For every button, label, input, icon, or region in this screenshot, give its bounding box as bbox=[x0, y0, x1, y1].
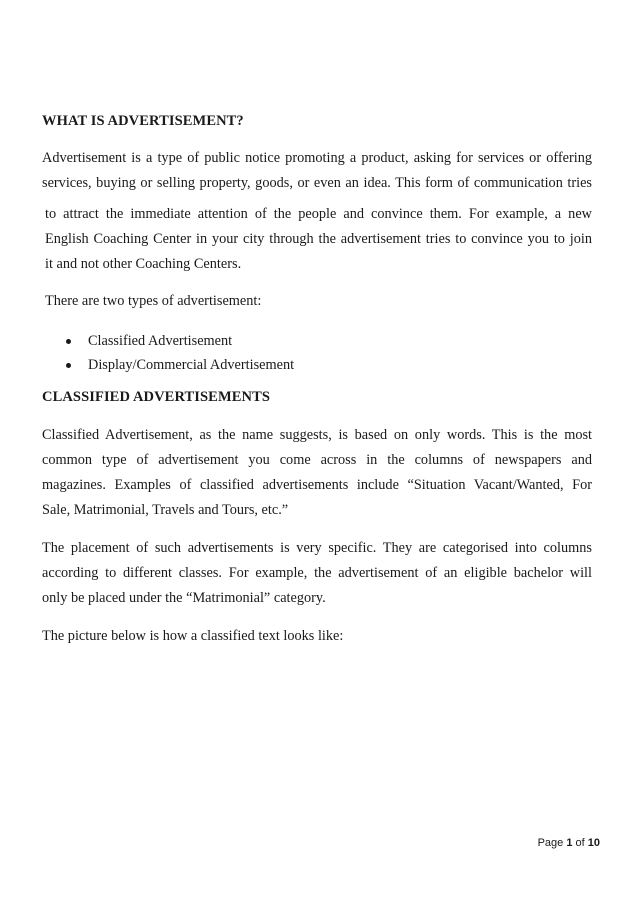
types-intro: There are two types of advertisement: bbox=[45, 293, 262, 309]
body-line: Advertisement is a type of public notice promoting a product, asking for services or offering bbox=[42, 150, 592, 166]
heading-classified-advertisements: CLASSIFIED ADVERTISEMENTS bbox=[42, 389, 271, 405]
body-line: it and not other Coaching Centers. bbox=[45, 256, 242, 272]
body-line: The placement of such advertisements is very specific. They are categorised into columns bbox=[42, 540, 592, 556]
body-line: Sale, Matrimonial, Travels and Tours, etc.” bbox=[42, 502, 289, 518]
body-line: to attract the immediate attention of the people and convince them. For example, a new bbox=[45, 206, 592, 222]
body-line: The picture below is how a classified text looks like: bbox=[42, 628, 344, 644]
body-line: services, buying or selling property, goods, or even an idea. This form of communication tries bbox=[42, 175, 592, 191]
page-number-footer: Page 1 of 10 bbox=[537, 837, 600, 849]
heading-what-is-advertisement: WHAT IS ADVERTISEMENT? bbox=[42, 113, 244, 129]
body-line: Classified Advertisement, as the name suggests, is based on only words. This is the most bbox=[42, 427, 592, 443]
advertisement-types-list bbox=[62, 329, 294, 377]
body-line: only be placed under the “Matrimonial” category. bbox=[42, 590, 326, 606]
body-line: common type of advertisement you come across in the columns of newspapers and bbox=[42, 452, 592, 468]
body-line: English Coaching Center in your city through the advertisement tries to convince you to join bbox=[45, 231, 592, 247]
list-item: Display/Commercial Advertisement bbox=[62, 353, 294, 377]
body-line: according to different classes. For example, the advertisement of an eligible bachelor will bbox=[42, 565, 592, 581]
list-item: Classified Advertisement bbox=[62, 329, 294, 353]
body-line: magazines. Examples of classified advertisements include “Situation Vacant/Wanted, For bbox=[42, 477, 592, 493]
